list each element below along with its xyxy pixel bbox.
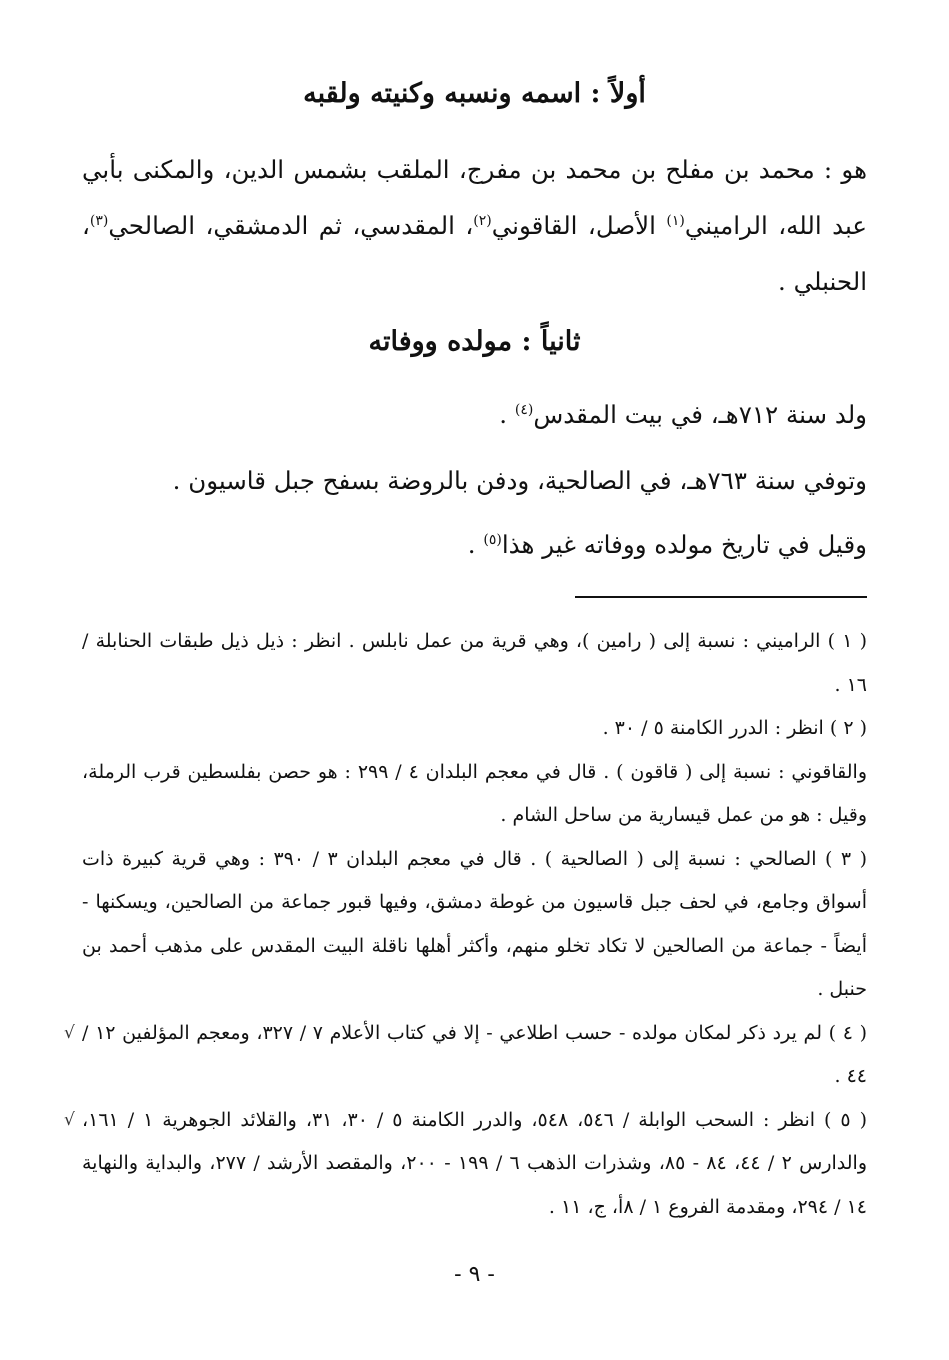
birth-end: . bbox=[499, 400, 515, 429]
footnote-number: ( ٥ ) bbox=[824, 1108, 868, 1131]
alternate-dates-text: وقيل في تاريخ مولده ووفاته غير هذا bbox=[501, 530, 867, 559]
section-heading-name-lineage: أولاً : اسمه ونسبه وكنيته ولقبه bbox=[303, 78, 646, 109]
footnote-text: انظر : الدرر الكامنة ٥ / ٣٠ . bbox=[602, 717, 830, 739]
footnote-number: ( ٢ ) bbox=[829, 717, 867, 739]
footnote-separator bbox=[575, 596, 867, 598]
paragraph-text-part-4: ، الحنبلي . bbox=[82, 211, 867, 296]
section-heading-birth-death: ثانياً : مولده ووفاته bbox=[368, 326, 581, 357]
paragraph-text-part-1: هو : محمد بن مفلح بن محمد بن مفرج، الملقب بشمس الدين، والمكنى بأبي عبد الله، الراميني bbox=[82, 155, 867, 240]
footnote-2 bbox=[82, 707, 867, 751]
footnote-number: ( ١ ) bbox=[827, 630, 868, 652]
birth-text: ولد سنة ٧١٢هـ، في بيت المقدس bbox=[533, 400, 867, 429]
footnote-number: ( ٤ ) bbox=[828, 1021, 868, 1044]
check-mark-icon: √ bbox=[64, 1022, 75, 1043]
footnote-text: والقاقوني : نسبة إلى ( قاقون ) . قال في معجم البلدان ٤ / ٢٩٩ : هو حصن بفلسطين قرب الرملة، وقيل : هو من عمل قيسارية من ساحل الشام . bbox=[82, 760, 868, 826]
footnote-ref-1[interactable]: (١) bbox=[666, 212, 685, 229]
paragraph-text-part-3: ، المقدسي، ثم الدمشقي، الصالحي bbox=[108, 211, 474, 240]
paragraph-text-part-2: الأصل، القاقوني bbox=[491, 211, 667, 240]
birth-line bbox=[82, 400, 867, 429]
footnote-ref-4[interactable]: (٤) bbox=[514, 401, 534, 418]
check-mark-icon: √ bbox=[64, 1109, 75, 1130]
footnote-ref-5[interactable]: (٥) bbox=[483, 531, 502, 548]
footnote-1 bbox=[82, 620, 867, 707]
footnote-text: لم يرد ذكر لمكان مولده - حسب اطلاعي - إلا في كتاب الأعلام ٧ / ٣٢٧، ومعجم المؤلفين ١٢ / ٤٤ . bbox=[82, 1021, 867, 1087]
footnote-number: ( ٣ ) bbox=[824, 847, 868, 870]
footnote-ref-3[interactable]: (٣) bbox=[89, 212, 109, 229]
footnote-3 bbox=[82, 838, 867, 1012]
footnote-2-continued bbox=[82, 751, 867, 838]
page-number: - ٩ - bbox=[454, 1262, 495, 1287]
footnote-4 bbox=[64, 1012, 868, 1099]
footnote-5 bbox=[64, 1099, 868, 1230]
name-lineage-paragraph bbox=[82, 142, 867, 310]
death-line: وتوفي سنة ٧٦٣هـ، في الصالحية، ودفن بالروضة بسفح جبل قاسيون . bbox=[172, 466, 867, 495]
footnote-text: الراميني : نسبة إلى ( رامين )، وهي قرية من عمل نابلس . انظر : ذيل ذيل طبقات الحنابلة / ١٦ . bbox=[82, 630, 867, 696]
alternate-dates-end: . bbox=[467, 530, 484, 559]
footnotes bbox=[64, 620, 868, 1229]
footnote-text: الصالحي : نسبة إلى ( الصالحية ) . قال في معجم البلدان ٣ / ٣٩٠ : وهي قرية كبيرة ذات أسواق وجامع، في لحف جبل قاسيون من غوطة دمشق، وفيها قبور جماعة من الصالحين، ويسكنها - أيضاً - جماعة من الصالحين لا تكاد تخلو منهم، وأكثر أهلها ناقلة البيت المقدس على مذهب أحمد بن حنبل . bbox=[82, 847, 867, 1000]
footnote-text: انظر : السحب الوابلة / ٥٤٦، ٥٤٨، والدرر الكامنة ٥ / ٣٠، ٣١، والقلائد الجوهرية ١ / ١٦١، والدارس ٢ / ٤٤، ٨٤ - ٨٥، وشذرات الذهب ٦ / ١٩٩ - ٢٠٠، والمقصد الأرشد / ٢٧٧، والبداية والنهاية ١٤ / ٢٩٤، ومقدمة الفروع ١ / ٨أ، ج، ١١ . bbox=[82, 1108, 868, 1218]
alternate-dates-line bbox=[82, 530, 867, 559]
footnote-ref-2[interactable]: (٢) bbox=[473, 212, 492, 229]
